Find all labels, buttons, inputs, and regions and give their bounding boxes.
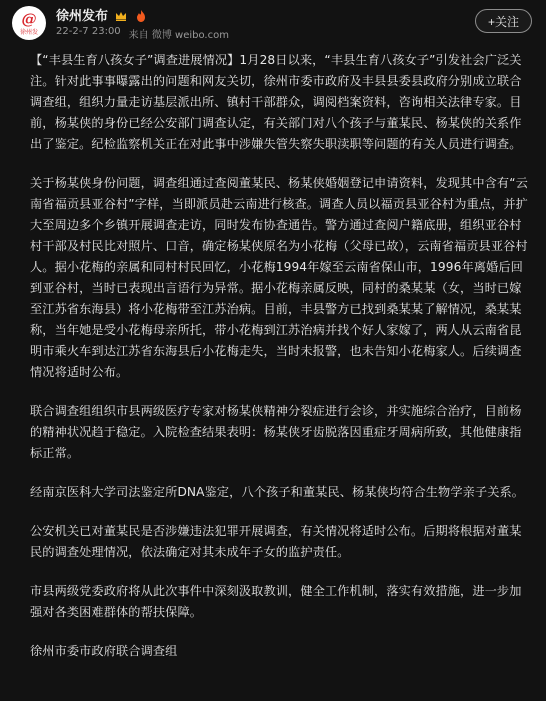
account-name[interactable]: 徐州发布 — [56, 9, 109, 24]
post-paragraph: 联合调查组组织市县两级医疗专家对杨某侠精神分裂症进行会诊，并实施综合治疗，目前杨的精神状况趋于稳定。入院检查结果表明：杨某侠牙齿脱落因重症牙周病所致，其他健康指标正常。 — [30, 403, 522, 460]
post-paragraph: 公安机关已对董某民是否涉嫌违法犯罪开展调查，有关情况将适时公布。后期将根据对董某民的调查处理情况，依法确定对其未成年子女的监护责任。 — [30, 523, 522, 559]
post-header — [0, 0, 546, 46]
follow-button[interactable]: +关注 — [475, 9, 532, 33]
post-body — [0, 50, 546, 662]
post-paragraph: 关于杨某侠身份问题，调查组通过查阅董某民、杨某侠婚姻登记申请资料，发现其中含有“云南省福贡县亚谷村”字样，当即派员赴云南进行核查。调查人员以福贡县亚谷村为重点，并扩大至周边多个乡镇开展调查走访，同时发布协查通告。警方通过查阅户籍底册，组织亚谷村村干部及村民比对照片、口音，确定杨某侠原名为小花梅（父母已故），云南省福贡县亚谷村人。据小花梅的亲属和同村村民回忆，小花梅1994年嫁至云南省保山市，1996年离婚后回到亚谷村，当时已表现出言语行为异常。据小花梅亲属反映，同村的桑某某（女，当时已嫁至江苏省东海县）将小花梅带至江苏治病。目前，丰县警方已找到桑某某了解情况，桑某某称，当年她是受小花梅母亲所托，带小花梅到江苏治病并找个好人家嫁了，两人从云南省昆明市乘火车到达江苏省东海县后小花梅走失，当时未报警，也未告知小花梅家人。后续调查情况将适时公布。 — [30, 175, 528, 379]
post-source: 来自 微博 weibo.com — [128, 30, 229, 41]
avatar[interactable] — [12, 6, 46, 40]
svg-text:徐州发: 徐州发 — [19, 29, 39, 36]
post-paragraph: 【“丰县生育八孩女子”调查进展情况】1月28日以来，“丰县生育八孩女子”引发社会广泛关注。针对此事事曝露出的问题和网友关切，徐州市委市政府及丰县县委县政府分别成立联合调查组，组织力量走访基层派出所、镇村干部群众，调阅档案资料，咨询相关法律专家。目前，杨某侠的身份已经公安部门调查认定，有关部门对八个孩子与董某民、杨某侠的关系作出了鉴定。纪检监察机关正在对此事中涉嫌失管失察失职渎职等问题的有关人员进行调查。 — [30, 53, 522, 151]
user-info — [56, 5, 229, 41]
post-time: 22-2-7 23:00 — [56, 26, 121, 37]
crown-icon — [114, 8, 128, 22]
post-paragraph: 市县两级党委政府将从此次事件中深刻汲取教训，健全工作机制，落实有效措施，进一步加强对各类困难群体的帮扶保障。 — [30, 583, 522, 619]
post-paragraph: 经南京医科大学司法鉴定所DNA鉴定，八个孩子和董某民、杨某侠均符合生物学亲子关系。 — [30, 484, 525, 499]
xuzhou-logo-icon — [12, 6, 46, 40]
fire-icon — [134, 8, 148, 22]
svg-text:@: @ — [21, 10, 37, 28]
post-signature: 徐州市委市政府联合调查组 — [30, 643, 178, 658]
